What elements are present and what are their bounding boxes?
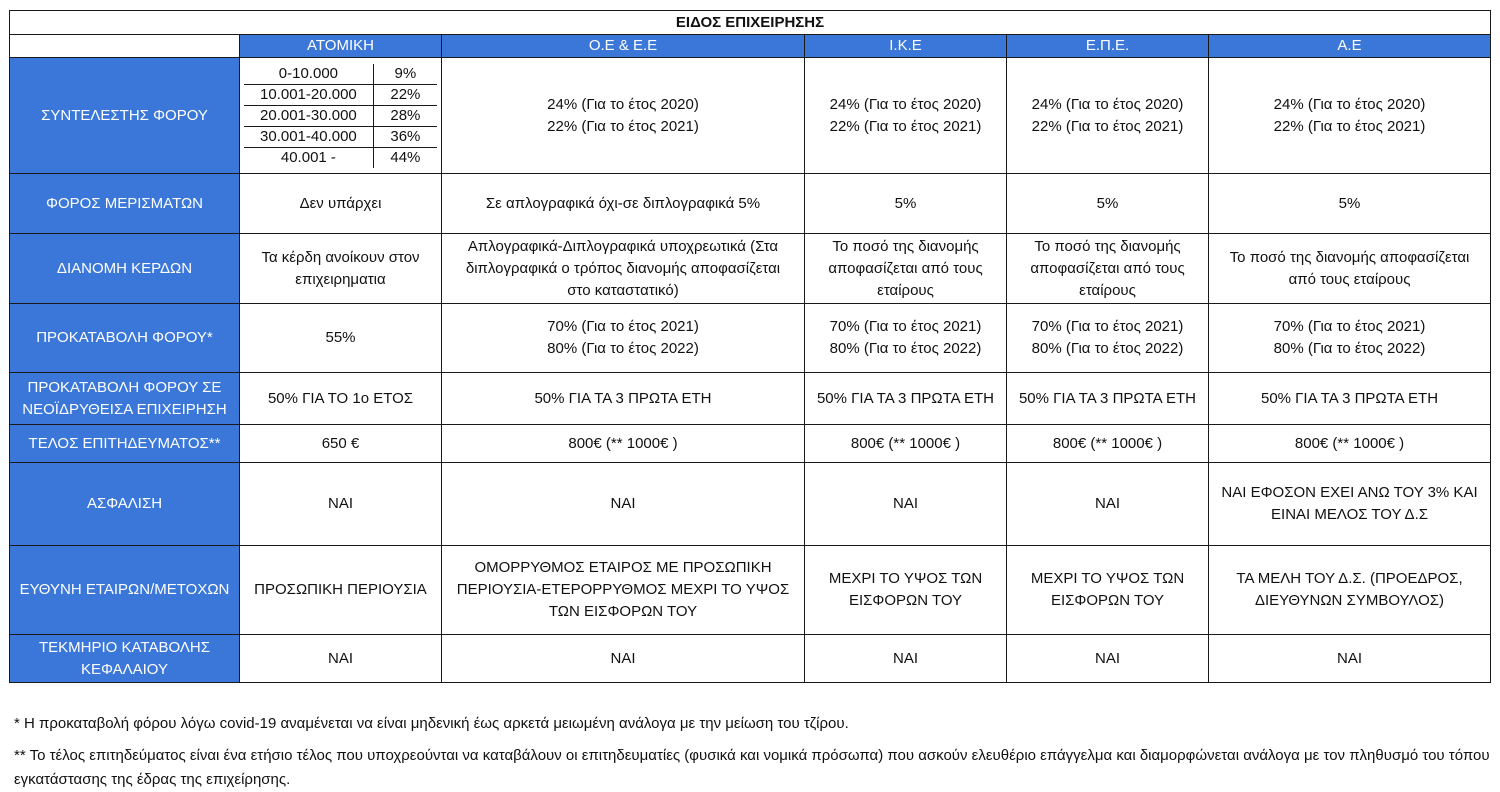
column-header-oe-ee: Ο.Ε & Ε.Ε (442, 35, 805, 58)
row-liability (10, 546, 1491, 635)
capital-presumption-ike: ΝΑΙ (805, 635, 1007, 683)
row-header-profit-distribution: ΔΙΑΝΟΜΗ ΚΕΡΔΩΝ (10, 234, 240, 304)
text-line: ΝΑΙ ΕΦΟΣΟΝ ΕΧΕΙ ΑΝΩ ΤΟΥ 3% ΚΑΙ (1221, 484, 1478, 501)
profit-distribution-epe (1007, 234, 1209, 304)
text-line: ΕΙΣΦΟΡΩΝ ΤΟΥ (1050, 592, 1165, 609)
text-line: εταίρους (877, 281, 934, 299)
text-line: Το ποσό της διανομής αποφασίζεται (1229, 248, 1470, 266)
text-line: εταίρους (1079, 281, 1136, 299)
new-business-prepayment-ike: 50% ΓΙΑ ΤΑ 3 ΠΡΩΤΑ ΕΤΗ (805, 373, 1007, 425)
title-row (10, 11, 1491, 35)
tax-rate-ike (805, 58, 1007, 174)
new-business-prepayment-ae: 50% ΓΙΑ ΤΑ 3 ΠΡΩΤΑ ΕΤΗ (1209, 373, 1491, 425)
column-header-row (10, 35, 1491, 58)
insurance-oe-ee: ΝΑΙ (442, 463, 805, 546)
text-line: ΝΕΟΪΔΡΥΘΕΙΣΑ ΕΠΙΧΕΙΡΗΣΗ (22, 400, 227, 418)
bracket-rate: 36% (373, 126, 437, 147)
bracket-range: 20.001-30.000 (244, 105, 373, 126)
tax-rate-line-2021: 22% (Για το έτος 2021) (547, 117, 699, 135)
text-line: ΔΙΕΥΘΥΝΩΝ ΣΥΜΒΟΥΛΟΣ) (1254, 592, 1445, 609)
table-title: ΕΙΔΟΣ ΕΠΙΧΕΙΡΗΣΗΣ (10, 11, 1491, 35)
text-line: ΤΩΝ ΕΙΣΦΟΡΩΝ ΤΟΥ (548, 603, 698, 620)
tax-rate-line-2020: 24% (Για το έτος 2020) (547, 95, 699, 113)
capital-presumption-epe: ΝΑΙ (1007, 635, 1209, 683)
row-capital-presumption (10, 635, 1491, 683)
tax-rate-line-2020: 24% (Για το έτος 2020) (1031, 95, 1184, 113)
footnotes (14, 712, 1490, 792)
tax-rate-line-2021: 22% (Για το έτος 2021) (829, 117, 982, 135)
liability-ae (1209, 546, 1491, 635)
footnote-covid-prepayment: * Η προκαταβολή φόρου λόγω covid-19 αναμένεται να είναι μηδενική έως αρκετά μειωμένη ανάλογα με την μείωση του τζίρου. (14, 715, 849, 732)
text-line: Τα κέρδη ανοίκουν στον (261, 248, 420, 266)
prepayment-line-2021: 70% (Για το έτος 2021) (829, 318, 982, 335)
dividend-tax-atomiki: Δεν υπάρχει (240, 174, 442, 234)
profit-distribution-ae (1209, 234, 1491, 304)
tax-brackets-cell (240, 58, 442, 174)
text-line: ΕΙΣΦΟΡΩΝ ΤΟΥ (848, 592, 963, 609)
text-line: στο καταστατικό) (567, 281, 679, 299)
prepayment-line-2022: 80% (Για το έτος 2022) (547, 340, 699, 357)
insurance-ike: ΝΑΙ (805, 463, 1007, 546)
text-line: ΜΕΧΡΙ ΤΟ ΥΨΟΣ ΤΩΝ (1030, 570, 1185, 587)
liability-ike (805, 546, 1007, 635)
row-dividend-tax (10, 174, 1491, 234)
insurance-atomiki: ΝΑΙ (240, 463, 442, 546)
text-line: ΟΜΟΡΡΥΘΜΟΣ ΕΤΑΙΡΟΣ ΜΕ ΠΡΟΣΩΠΙΚΗ (474, 559, 772, 576)
row-business-fee (10, 425, 1491, 463)
text-line: ΜΕΧΡΙ ΤΟ ΥΨΟΣ ΤΩΝ (828, 570, 983, 587)
row-header-liability: ΕΥΘΥΝΗ ΕΤΑΙΡΩΝ/ΜΕΤΟΧΩΝ (10, 546, 240, 635)
bracket-rate: 44% (373, 147, 437, 168)
row-header-insurance: ΑΣΦΑΛΙΣΗ (10, 463, 240, 546)
profit-distribution-oe-ee (442, 234, 805, 304)
capital-presumption-atomiki: ΝΑΙ (240, 635, 442, 683)
row-header-new-business-prepayment (10, 373, 240, 425)
bracket-row (244, 64, 437, 85)
profit-distribution-atomiki (240, 234, 442, 304)
text-line: Το ποσό της διανομής (832, 237, 979, 255)
tax-rate-ae (1209, 58, 1491, 174)
profit-distribution-ike (805, 234, 1007, 304)
text-line: επιχειρηματια (295, 270, 386, 288)
row-header-capital-presumption (10, 635, 240, 683)
bracket-range: 30.001-40.000 (244, 126, 373, 147)
bracket-rate: 22% (373, 84, 437, 105)
text-line: ΕΙΝΑΙ ΜΕΛΟΣ ΤΟΥ Δ.Σ (1271, 506, 1429, 523)
prepayment-line-2022: 80% (Για το έτος 2022) (829, 340, 982, 357)
text-line: διπλογραφικά ο τρόπος διανομής αποφασίζεται (465, 259, 781, 277)
row-new-business-prepayment (10, 373, 1491, 425)
text-line: ΠΕΡΙΟΥΣΙΑ-ΕΤΕΡΟΡΡΥΘΜΟΣ ΜΕΧΡΙ ΤΟ ΥΨΟΣ (456, 581, 790, 598)
row-header-tax-prepayment: ΠΡΟΚΑΤΑΒΟΛΗ ΦΟΡΟΥ* (10, 304, 240, 373)
column-header-ae: Α.Ε (1209, 35, 1491, 58)
column-header-atomiki: ΑΤΟΜΙΚΗ (240, 35, 442, 58)
business-fee-oe-ee: 800€ (** 1000€ ) (442, 425, 805, 463)
prepayment-line-2022: 80% (Για το έτος 2022) (1031, 340, 1184, 357)
text-line: ΤΕΚΜΗΡΙΟ ΚΑΤΑΒΟΛΗΣ (39, 638, 210, 656)
capital-presumption-ae: ΝΑΙ (1209, 635, 1491, 683)
row-header-dividend-tax: ΦΟΡΟΣ ΜΕΡΙΣΜΑΤΩΝ (10, 174, 240, 234)
prepayment-line-2021: 70% (Για το έτος 2021) (1031, 318, 1184, 335)
prepayment-line-2022: 80% (Για το έτος 2022) (1273, 340, 1426, 357)
tax-prepayment-ike (805, 304, 1007, 373)
liability-atomiki: ΠΡΟΣΩΠΙΚΗ ΠΕΡΙΟΥΣΙΑ (240, 546, 442, 635)
text-line: από τους εταίρους (1288, 270, 1411, 288)
bracket-range: 0-10.000 (244, 64, 373, 85)
text-line: αποφασίζεται από τους (828, 259, 983, 277)
row-tax-rate (10, 58, 1491, 174)
bracket-range: 40.001 - (244, 147, 373, 168)
bracket-row (244, 126, 437, 147)
bracket-row (244, 84, 437, 105)
row-header-business-fee: ΤΕΛΟΣ ΕΠΙΤΗΔΕΥΜΑΤΟΣ** (10, 425, 240, 463)
bracket-row (244, 105, 437, 126)
new-business-prepayment-epe: 50% ΓΙΑ ΤΑ 3 ΠΡΩΤΑ ΕΤΗ (1007, 373, 1209, 425)
dividend-tax-oe-ee: Σε απλογραφικά όχι-σε διπλογραφικά 5% (442, 174, 805, 234)
row-tax-prepayment (10, 304, 1491, 373)
bracket-range: 10.001-20.000 (244, 84, 373, 105)
new-business-prepayment-oe-ee: 50% ΓΙΑ ΤΑ 3 ΠΡΩΤΑ ΕΤΗ (442, 373, 805, 425)
tax-prepayment-ae (1209, 304, 1491, 373)
text-line: ΚΕΦΑΛΑΙΟΥ (81, 660, 168, 678)
liability-epe (1007, 546, 1209, 635)
tax-rate-line-2021: 22% (Για το έτος 2021) (1031, 117, 1184, 135)
tax-rate-oe-ee (442, 58, 805, 174)
row-insurance (10, 463, 1491, 546)
capital-presumption-oe-ee: ΝΑΙ (442, 635, 805, 683)
tax-prepayment-atomiki: 55% (240, 304, 442, 373)
prepayment-line-2021: 70% (Για το έτος 2021) (547, 318, 699, 335)
dividend-tax-ike: 5% (805, 174, 1007, 234)
column-header-ike: Ι.Κ.Ε (805, 35, 1007, 58)
bracket-row (244, 147, 437, 168)
tax-rate-line-2020: 24% (Για το έτος 2020) (1273, 95, 1426, 113)
business-fee-ae: 800€ (** 1000€ ) (1209, 425, 1491, 463)
corner-cell (10, 35, 240, 58)
tax-prepayment-epe (1007, 304, 1209, 373)
tax-prepayment-oe-ee (442, 304, 805, 373)
text-line: Απλογραφικά-Διπλογραφικά υποχρεωτικά (Στα (467, 237, 779, 255)
insurance-epe: ΝΑΙ (1007, 463, 1209, 546)
bracket-rate: 9% (373, 64, 437, 85)
tax-rate-epe (1007, 58, 1209, 174)
insurance-ae (1209, 463, 1491, 546)
tax-brackets-table (244, 64, 437, 168)
tax-rate-line-2020: 24% (Για το έτος 2020) (829, 95, 982, 113)
text-line: ΠΡΟΚΑΤΑΒΟΛΗ ΦΟΡΟΥ ΣΕ (27, 378, 222, 396)
text-line: ΤΑ ΜΕΛΗ ΤΟΥ Δ.Σ. (ΠΡΟΕΔΡΟΣ, (1236, 570, 1463, 587)
tax-rate-line-2021: 22% (Για το έτος 2021) (1273, 117, 1426, 135)
liability-oe-ee (442, 546, 805, 635)
business-fee-epe: 800€ (** 1000€ ) (1007, 425, 1209, 463)
dividend-tax-ae: 5% (1209, 174, 1491, 234)
business-types-table (9, 10, 1491, 683)
row-header-tax-rate: ΣΥΝΤΕΛΕΣΤΗΣ ΦΟΡΟΥ (10, 58, 240, 174)
business-fee-ike: 800€ (** 1000€ ) (805, 425, 1007, 463)
text-line: Το ποσό της διανομής (1034, 237, 1181, 255)
text-line: αποφασίζεται από τους (1030, 259, 1185, 277)
bracket-rate: 28% (373, 105, 437, 126)
business-fee-atomiki: 650 € (240, 425, 442, 463)
prepayment-line-2021: 70% (Για το έτος 2021) (1273, 318, 1426, 335)
row-profit-distribution (10, 234, 1491, 304)
dividend-tax-epe: 5% (1007, 174, 1209, 234)
new-business-prepayment-atomiki: 50% ΓΙΑ ΤΟ 1ο ΕΤΟΣ (240, 373, 442, 425)
column-header-epe: Ε.Π.Ε. (1007, 35, 1209, 58)
footnote-business-fee: ** Το τέλος επιτηδεύματος είναι ένα ετήσιο τέλος που υποχρεούνται να καταβάλουν οι επιτηδευματίες (φυσικά και νομικά πρόσωπα) που ασκούν ελευθέριο επάγγελμα και διαμορφώνεται ανάλογα με τον πληθυσμό του τόπου εγκατάστασης της έδρας της επιχείρησης. (14, 747, 1490, 788)
